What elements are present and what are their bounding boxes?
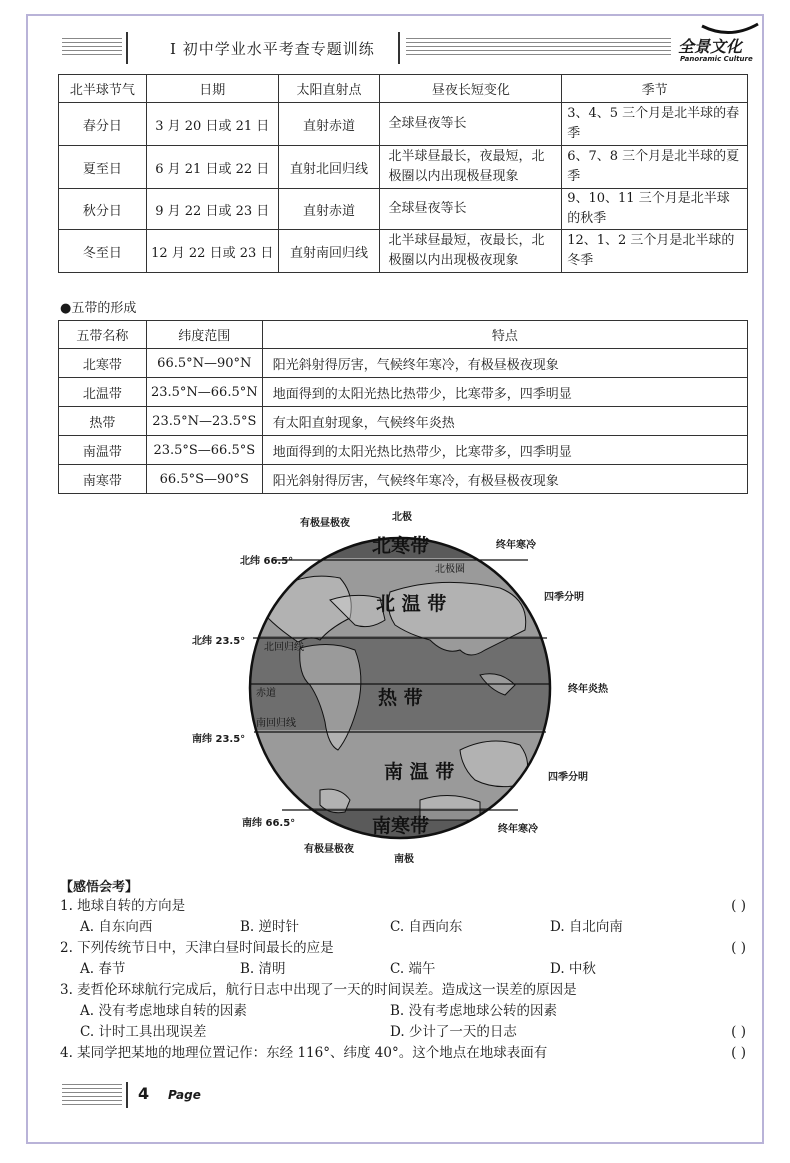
option-d: D. 中秋 [550, 961, 596, 977]
label-lat-n23: 北纬 23.5° [192, 636, 246, 647]
option-a: A. 春节 [80, 961, 126, 977]
table-cell: 有太阳直射现象，气候终年炎热 [262, 407, 747, 436]
section-title: ●五带的形成 [60, 301, 137, 316]
table-cell: 北半球昼最短，夜最长，北极圈以内出现极夜现象 [380, 230, 562, 273]
question-options [60, 1022, 750, 1043]
option-c: C. 自西向东 [390, 919, 463, 935]
option-b: B. 逆时针 [240, 919, 300, 935]
table-cell: 北温带 [59, 378, 147, 407]
table-row [59, 146, 748, 189]
table-header: 昼夜长短变化 [380, 75, 562, 103]
question-options [60, 1001, 750, 1022]
table-header-row [59, 321, 748, 349]
table-row [59, 349, 748, 378]
table-cell: 66.5°S—90°S [146, 465, 262, 494]
header-decor-lines [406, 38, 671, 58]
question-options [60, 917, 750, 938]
page-number: 4 [138, 1084, 150, 1103]
table-cell: 23.5°S—66.5°S [146, 436, 262, 465]
table-header: 纬度范围 [146, 321, 262, 349]
label-lat-n66: 北纬 66.5° [240, 556, 294, 567]
table-cell: 冬至日 [59, 230, 147, 273]
zone-label-south-frigid: 南寒带 [372, 815, 430, 837]
table-row [59, 230, 748, 273]
label-four-seasons-south: 四季分明 [548, 772, 588, 783]
table-cell: 3、4、5 三个月是北半球的春季 [562, 103, 748, 146]
page-label: Page [168, 1088, 201, 1102]
five-zones-globe-diagram [180, 500, 620, 870]
answer-blank: ( ) [731, 1045, 746, 1061]
table-cell: 地面得到的太阳光热比热带少，比寒带多，四季明显 [262, 378, 747, 407]
table-row [59, 407, 748, 436]
label-polar-top: 有极昼极夜 [300, 518, 350, 529]
footer-divider [126, 1082, 128, 1108]
label-lat-s23: 南纬 23.5° [192, 734, 246, 745]
questions-heading: 【感悟会考】 [60, 880, 139, 895]
table-cell: 23.5°N—66.5°N [146, 378, 262, 407]
table-header: 季节 [562, 75, 748, 103]
table-row [59, 436, 748, 465]
option-b: B. 清明 [240, 961, 286, 977]
table-cell: 北半球昼最长，夜最短，北极圈以内出现极昼现象 [380, 146, 562, 189]
table-row [59, 189, 748, 230]
table-cell: 12、1、2 三个月是北半球的冬季 [562, 230, 748, 273]
table-cell: 9 月 22 日或 23 日 [146, 189, 278, 230]
label-polar-bottom: 有极昼极夜 [304, 844, 354, 855]
table-cell: 夏至日 [59, 146, 147, 189]
table-cell: 直射南回归线 [278, 230, 380, 273]
question-1 [60, 896, 750, 917]
zone-label-north-temperate: 北 温 带 [376, 593, 447, 615]
logo-subtitle: Panoramic Culture [680, 55, 753, 63]
question-3 [60, 980, 750, 1001]
label-hot: 终年炎热 [568, 684, 608, 695]
table-cell: 直射北回归线 [278, 146, 380, 189]
label-lat-s66: 南纬 66.5° [242, 818, 296, 829]
table-cell: 地面得到的太阳光热比热带少，比寒带多，四季明显 [262, 436, 747, 465]
table-cell: 南温带 [59, 436, 147, 465]
zone-label-south-temperate: 南 温 带 [384, 761, 455, 783]
label-four-seasons-north: 四季分明 [544, 592, 584, 603]
table-row [59, 378, 748, 407]
option-c: C. 端午 [390, 961, 436, 977]
question-text: 1. 地球自转的方向是 [60, 898, 186, 914]
label-north-pole: 北极 [392, 512, 412, 523]
table-cell: 66.5°N—90°N [146, 349, 262, 378]
question-options [60, 959, 750, 980]
line-label-capricorn: 南回归线 [256, 718, 296, 729]
answer-blank: ( ) [731, 1024, 746, 1040]
option-b: B. 没有考虑地球公转的因素 [390, 1003, 558, 1019]
table-cell: 12 月 22 日或 23 日 [146, 230, 278, 273]
questions-section [60, 876, 750, 1064]
answer-blank: ( ) [731, 898, 746, 914]
table-header: 五带名称 [59, 321, 147, 349]
table-cell: 阳光斜射得厉害，气候终年寒冷，有极昼极夜现象 [262, 465, 747, 494]
question-text: 2. 下列传统节日中，天津白昼时间最长的应是 [60, 940, 334, 956]
table-cell: 23.5°N—23.5°S [146, 407, 262, 436]
header-decor-lines [62, 38, 122, 58]
solar-terms-table [58, 74, 748, 273]
label-cold-south: 终年寒冷 [498, 824, 538, 835]
table-cell: 6 月 21 日或 22 日 [146, 146, 278, 189]
question-2 [60, 938, 750, 959]
footer-decor-lines [62, 1084, 122, 1106]
table-cell: 春分日 [59, 103, 147, 146]
option-d: D. 少计了一天的日志 [390, 1024, 517, 1040]
question-text: 4. 某同学把某地的地理位置记作：东经 116°、纬度 40°。这个地点在地球表面有 [60, 1045, 548, 1061]
five-zones-table [58, 320, 748, 494]
logo: 全景文化 [678, 37, 743, 56]
header-divider [126, 32, 128, 64]
line-label-equator: 赤道 [256, 688, 276, 699]
table-cell: 北寒带 [59, 349, 147, 378]
line-label-arctic: 北极圈 [435, 564, 465, 575]
table-cell: 3 月 20 日或 21 日 [146, 103, 278, 146]
option-a: A. 自东向西 [80, 919, 153, 935]
option-a: A. 没有考虑地球自转的因素 [80, 1003, 247, 1019]
header-title: Ⅰ 初中学业水平考查专题训练 [170, 40, 375, 58]
table-cell: 9、10、11 三个月是北半球的秋季 [562, 189, 748, 230]
table-cell: 热带 [59, 407, 147, 436]
zone-label-tropic: 热 带 [378, 687, 423, 709]
table-header: 特点 [262, 321, 747, 349]
table-row [59, 103, 748, 146]
table-cell: 直射赤道 [278, 103, 380, 146]
table-header: 日期 [146, 75, 278, 103]
table-cell: 直射赤道 [278, 189, 380, 230]
table-cell: 南寒带 [59, 465, 147, 494]
table-cell: 全球昼夜等长 [380, 189, 562, 230]
question-text: 3. 麦哲伦环球航行完成后，航行日志中出现了一天的时间误差。造成这一误差的原因是 [60, 982, 577, 998]
table-cell: 6、7、8 三个月是北半球的夏季 [562, 146, 748, 189]
question-4 [60, 1043, 750, 1064]
label-south-pole: 南极 [394, 854, 414, 865]
line-label-cancer: 北回归线 [264, 642, 304, 653]
table-row [59, 465, 748, 494]
label-cold-north: 终年寒冷 [496, 540, 536, 551]
table-header: 北半球节气 [59, 75, 147, 103]
table-header-row [59, 75, 748, 103]
option-c: C. 计时工具出现误差 [80, 1024, 207, 1040]
table-cell: 阳光斜射得厉害，气候终年寒冷，有极昼极夜现象 [262, 349, 747, 378]
table-cell: 全球昼夜等长 [380, 103, 562, 146]
table-cell: 秋分日 [59, 189, 147, 230]
zone-label-north-frigid: 北寒带 [372, 535, 430, 557]
header-divider [398, 32, 400, 64]
table-header: 太阳直射点 [278, 75, 380, 103]
option-d: D. 自北向南 [550, 919, 623, 935]
answer-blank: ( ) [731, 940, 746, 956]
